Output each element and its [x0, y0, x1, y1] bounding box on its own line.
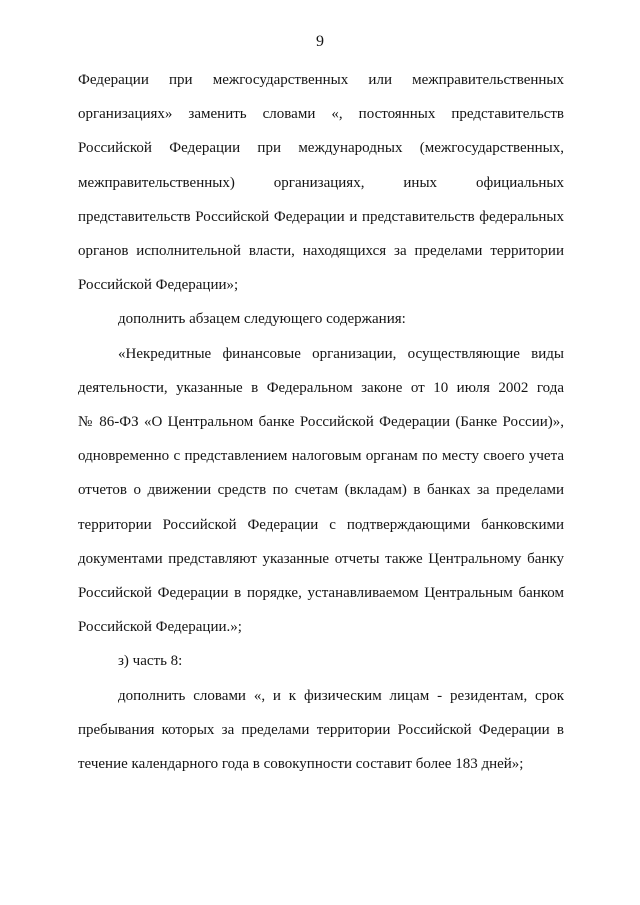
paragraph-item-heading [78, 644, 564, 678]
text-line: документами представляют указанные отчеты также Центральному банку [78, 550, 564, 567]
text-line: дополнить абзацем следующего содержания: [118, 311, 406, 328]
text-line: территории Российской Федерации с подтверждающими банковскими [78, 516, 564, 533]
paragraph-instruction [78, 302, 564, 336]
paragraph-amendment [78, 679, 564, 782]
paragraph-continuation [78, 63, 564, 302]
text-line: Федерации при межгосударственных или межправительственных [78, 72, 564, 88]
document-body [78, 63, 564, 781]
text-line: течение календарного года в совокупности составит более 183 дней»; [78, 756, 524, 773]
page-number: 9 [316, 33, 324, 50]
text-line: органов исполнительной власти, находящихся за пределами территории [78, 243, 564, 260]
text-line: дополнить словами «, и к физическим лицам - резидентам, срок [118, 687, 564, 704]
text-line: Российской Федерации.»; [78, 619, 242, 636]
text-line: пребывания которых за пределами территории Российской Федерации в [78, 721, 564, 738]
text-line: представительств Российской Федерации и представительств федеральных [78, 208, 564, 225]
paragraph-quoted-text [78, 337, 564, 645]
text-line: отчетов о движении средств по счетам (вкладам) в банках за пределами [78, 482, 564, 499]
text-line: Российской Федерации при международных (межгосударственных, [78, 140, 564, 157]
text-line: межправительственных) организациях, иных официальных [78, 174, 564, 191]
text-line: № 86-ФЗ «О Центральном банке Российской Федерации (Банке России)», [78, 414, 564, 431]
text-line: Российской Федерации»; [78, 277, 239, 294]
text-line: Российской Федерации в порядке, устанавливаемом Центральным банком [78, 585, 564, 602]
text-line: з) часть 8: [118, 653, 183, 670]
text-line: деятельности, указанные в Федеральном законе от 10 июля 2002 года [78, 379, 564, 396]
text-line: «Некредитные финансовые организации, осуществляющие виды [118, 345, 564, 362]
text-line: организациях» заменить словами «, постоянных представительств [78, 106, 564, 123]
text-line: одновременно с представлением налоговым органам по месту своего учета [78, 448, 564, 465]
